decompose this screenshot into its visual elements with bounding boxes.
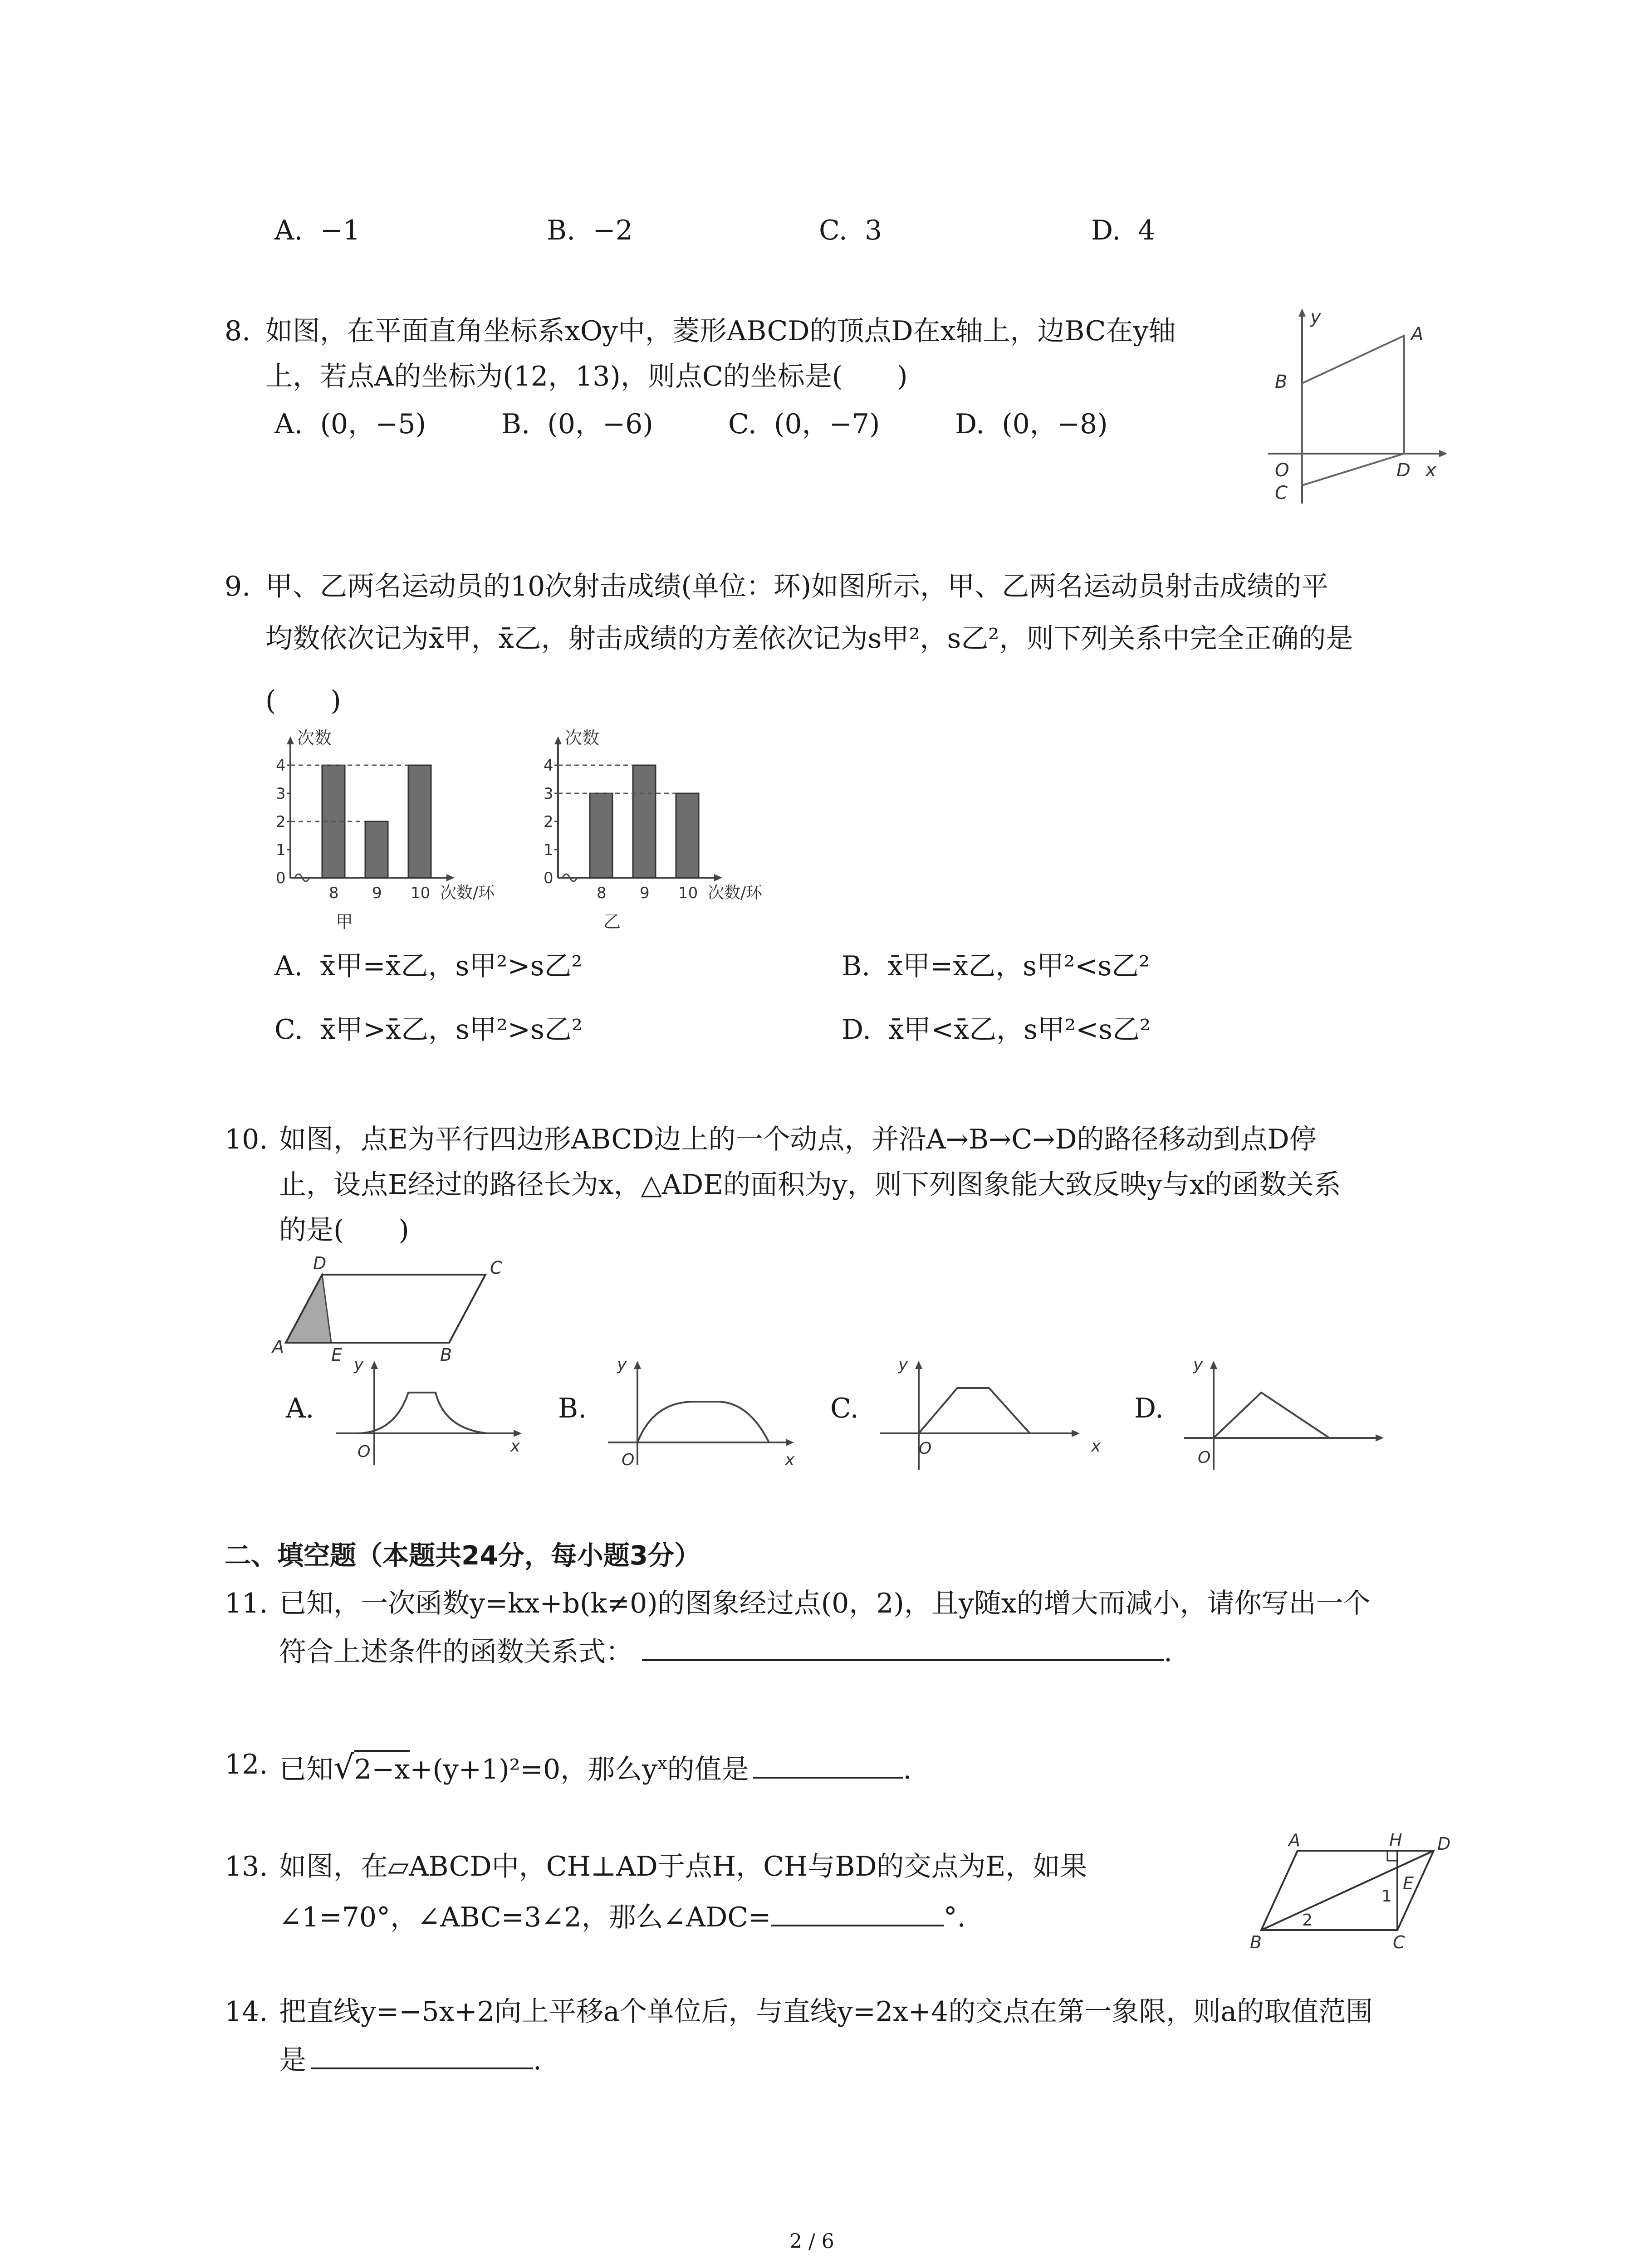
chart-jia-title: 甲 <box>336 912 353 932</box>
q8-label-d: D <box>1396 460 1411 481</box>
q13-label-b: B <box>1250 1932 1262 1952</box>
q9-option-d: D. x̄甲<x̄乙，s甲²<s乙² <box>842 1014 1151 1046</box>
q10-graph-c-x: x <box>1091 1437 1101 1456</box>
q10-line3: 的是( ) <box>279 1214 409 1246</box>
q8-label-c: C <box>1275 483 1288 503</box>
q8-rhombus <box>1302 336 1404 485</box>
q10-graph-b-origin: O <box>622 1451 635 1469</box>
q13-number: 13. <box>225 1851 268 1882</box>
q7-option-b: B. −2 <box>547 215 633 246</box>
q8-rhombus-figure <box>1261 304 1452 513</box>
chart-yi-ytick-3: 3 <box>544 785 554 803</box>
q13-figure <box>1243 1830 1461 1952</box>
q8-option-d: D. (0，−8) <box>955 408 1108 440</box>
q10-label-d: D <box>313 1253 327 1273</box>
q10-label-b: B <box>440 1345 452 1365</box>
chart-yi-ytick-1: 1 <box>544 841 554 859</box>
page-number: 2 / 6 <box>789 2230 834 2253</box>
q12-text: 已知√2−x+(y+1)²=0，那么$y^x$的值是 . <box>279 1748 912 1786</box>
q14-line2: 是 . <box>279 2044 542 2076</box>
q10-curve-d <box>1214 1393 1329 1438</box>
chart-jia-bar-9 <box>365 821 388 878</box>
chart-yi-bar-9 <box>633 765 656 878</box>
chart-yi-ylabel: 次数 <box>565 728 600 748</box>
q10-label-c: C <box>490 1258 502 1278</box>
q10-graph-b-x: x <box>785 1451 795 1469</box>
q13-label-2: 2 <box>1302 1911 1313 1930</box>
chart-jia-y-arrow <box>287 736 294 744</box>
q11-line1: 已知，一次函数y=kx+b(k≠0)的图象经过点(0，2)，且y随x的增大而减小，请你写出一个 <box>279 1588 1371 1619</box>
q9-chart-yi <box>522 723 812 941</box>
q10-line1: 如图，点E为平行四边形ABCD边上的一个动点，并沿A→B→C→D的路径移动到点D停 <box>279 1124 1317 1155</box>
q10-parallelogram-figure <box>272 1252 508 1365</box>
q10-graph-c <box>876 1356 1112 1474</box>
chart-yi-bar-8 <box>590 793 612 878</box>
chart-jia-ytick-1: 1 <box>276 841 286 859</box>
q8-label-a: A <box>1411 324 1424 345</box>
q9-line1: 甲、乙两名运动员的10次射击成绩(单位：环)如图所示，甲、乙两名运动员射击成绩的平 <box>265 571 1329 602</box>
chart-jia-ylabel: 次数 <box>297 728 332 748</box>
q10-number: 10. <box>225 1124 268 1155</box>
q13-answer-blank[interactable] <box>771 1903 944 1926</box>
q10-curve-c <box>919 1388 1030 1433</box>
q13-line2: ∠1=70°，∠ABC=3∠2，那么∠ADC= °. <box>279 1901 966 1933</box>
q8-number: 8. <box>225 315 251 347</box>
q8-label-o: O <box>1275 460 1289 481</box>
q10-graph-label-c: C. <box>830 1393 859 1424</box>
q13-label-e: E <box>1403 1873 1414 1893</box>
q13-label-h: H <box>1389 1830 1402 1850</box>
chart-yi-y-arrow <box>554 736 562 744</box>
q10-graph-label-d: D. <box>1134 1393 1164 1424</box>
q10-graph-d-y: y <box>1193 1355 1203 1374</box>
q8-option-b: B. (0，−6) <box>501 408 653 440</box>
chart-jia-ytick-4: 4 <box>276 757 286 775</box>
q10-graph-b-y: y <box>617 1355 627 1374</box>
q12-answer-blank[interactable] <box>753 1755 903 1779</box>
q13-right-angle <box>1387 1851 1397 1861</box>
q9-chart-jia <box>254 723 544 941</box>
chart-jia-xtick-10: 10 <box>411 884 431 902</box>
q10-graph-c-y: y <box>898 1355 908 1374</box>
q14-answer-blank[interactable] <box>311 2046 533 2069</box>
chart-jia-x-arrow <box>446 874 455 881</box>
q13-label-d: D <box>1437 1834 1451 1854</box>
q10-graph-b <box>603 1356 821 1474</box>
q10-line2: 止，设点E经过的路径长为x，△ADE的面积为y，则下列图象能大致反映y与x的函数关系 <box>279 1169 1341 1201</box>
q12-radicand: 2−x <box>354 1750 410 1785</box>
q9-option-a: A. x̄甲=x̄乙，s甲²>s乙² <box>274 950 583 982</box>
chart-yi-bar-10 <box>676 793 699 878</box>
q10-curve-a <box>356 1393 488 1433</box>
q9-number: 9. <box>225 571 251 602</box>
chart-jia-xtick-9: 9 <box>372 884 382 902</box>
q8-label-y: y <box>1310 307 1321 327</box>
q8-option-a: A. (0，−5) <box>274 408 426 440</box>
q13-label-a: A <box>1288 1830 1300 1850</box>
q10-graph-label-b: B. <box>558 1393 587 1424</box>
q10-curve-b <box>637 1402 769 1442</box>
q8-label-x: x <box>1425 460 1436 481</box>
q10-graph-a-x: x <box>510 1437 520 1456</box>
q10-graph-a-y: y <box>354 1355 364 1374</box>
q10-graph-d-origin: O <box>1198 1448 1211 1467</box>
q10-graph-label-a: A. <box>286 1393 314 1424</box>
chart-yi-xtick-10: 10 <box>678 884 698 902</box>
chart-yi-x-arrow <box>714 874 722 881</box>
q8-option-c: C. (0，−7) <box>728 408 880 440</box>
q11-answer-blank[interactable] <box>642 1637 1164 1661</box>
q10-label-a: A <box>272 1337 284 1357</box>
chart-jia-bar-10 <box>408 765 431 878</box>
q8-line1: 如图，在平面直角坐标系xOy中，菱形ABCD的顶点D在x轴上，边BC在y轴 <box>265 315 1176 347</box>
chart-yi-xtick-8: 8 <box>597 884 607 902</box>
q12-number: 12. <box>225 1749 268 1780</box>
q7-option-d: D. 4 <box>1091 215 1156 246</box>
sqrt-symbol: √ <box>333 1748 354 1786</box>
chart-yi-xtick-9: 9 <box>640 884 650 902</box>
q9-option-c: C. x̄甲>x̄乙，s甲²>s乙² <box>274 1014 583 1046</box>
q13-label-c: C <box>1393 1932 1405 1952</box>
q14-number: 14. <box>225 1996 268 2028</box>
q9-line3: ( ) <box>265 685 341 717</box>
q9-line2: 均数依次记为x̄甲，x̄乙，射击成绩的方差依次记为s甲²，s乙²，则下列关系中完全正确的是 <box>265 623 1353 655</box>
q10-graph-a <box>331 1356 531 1474</box>
q14-line1: 把直线y=−5x+2向上平移a个单位后，与直线y=2x+4的交点在第一象限，则a的取值范围 <box>279 1996 1373 2028</box>
chart-jia-ytick-2: 2 <box>276 813 286 831</box>
chart-yi-title: 乙 <box>603 912 621 932</box>
q7-option-c: C. 3 <box>819 215 882 246</box>
chart-jia-xlabel: 次数/环 <box>440 884 495 902</box>
q8-line2: 上，若点A的坐标为(12，13)，则点C的坐标是( ) <box>265 361 908 392</box>
chart-yi-ytick-4: 4 <box>544 757 554 775</box>
q13-line1: 如图，在▱ABCD中，CH⊥AD于点H，CH与BD的交点为E，如果 <box>279 1851 1087 1882</box>
q11-line2: 符合上述条件的函数关系式： . <box>279 1636 1173 1668</box>
q10-graph-d <box>1180 1356 1397 1474</box>
q9-option-b: B. x̄甲=x̄乙，s甲²<s乙² <box>842 950 1150 982</box>
q11-number: 11. <box>225 1588 268 1619</box>
section2-title: 二、填空题（本题共24分，每小题3分） <box>225 1540 701 1571</box>
chart-yi-ytick-0: 0 <box>544 869 554 887</box>
q10-graph-c-origin: O <box>919 1439 932 1458</box>
chart-jia-ytick-0: 0 <box>276 869 286 887</box>
q8-label-b: B <box>1275 371 1288 392</box>
q10-graph-a-origin: O <box>358 1442 371 1461</box>
chart-jia-ytick-3: 3 <box>276 785 286 803</box>
chart-jia-xtick-8: 8 <box>329 884 339 902</box>
chart-yi-xlabel: 次数/环 <box>708 884 763 902</box>
q10-shaded-triangle <box>286 1275 331 1343</box>
q7-option-a: A. −1 <box>274 215 361 246</box>
q10-label-e: E <box>331 1345 343 1365</box>
chart-yi-ytick-2: 2 <box>544 813 554 831</box>
q13-label-1: 1 <box>1381 1887 1392 1906</box>
